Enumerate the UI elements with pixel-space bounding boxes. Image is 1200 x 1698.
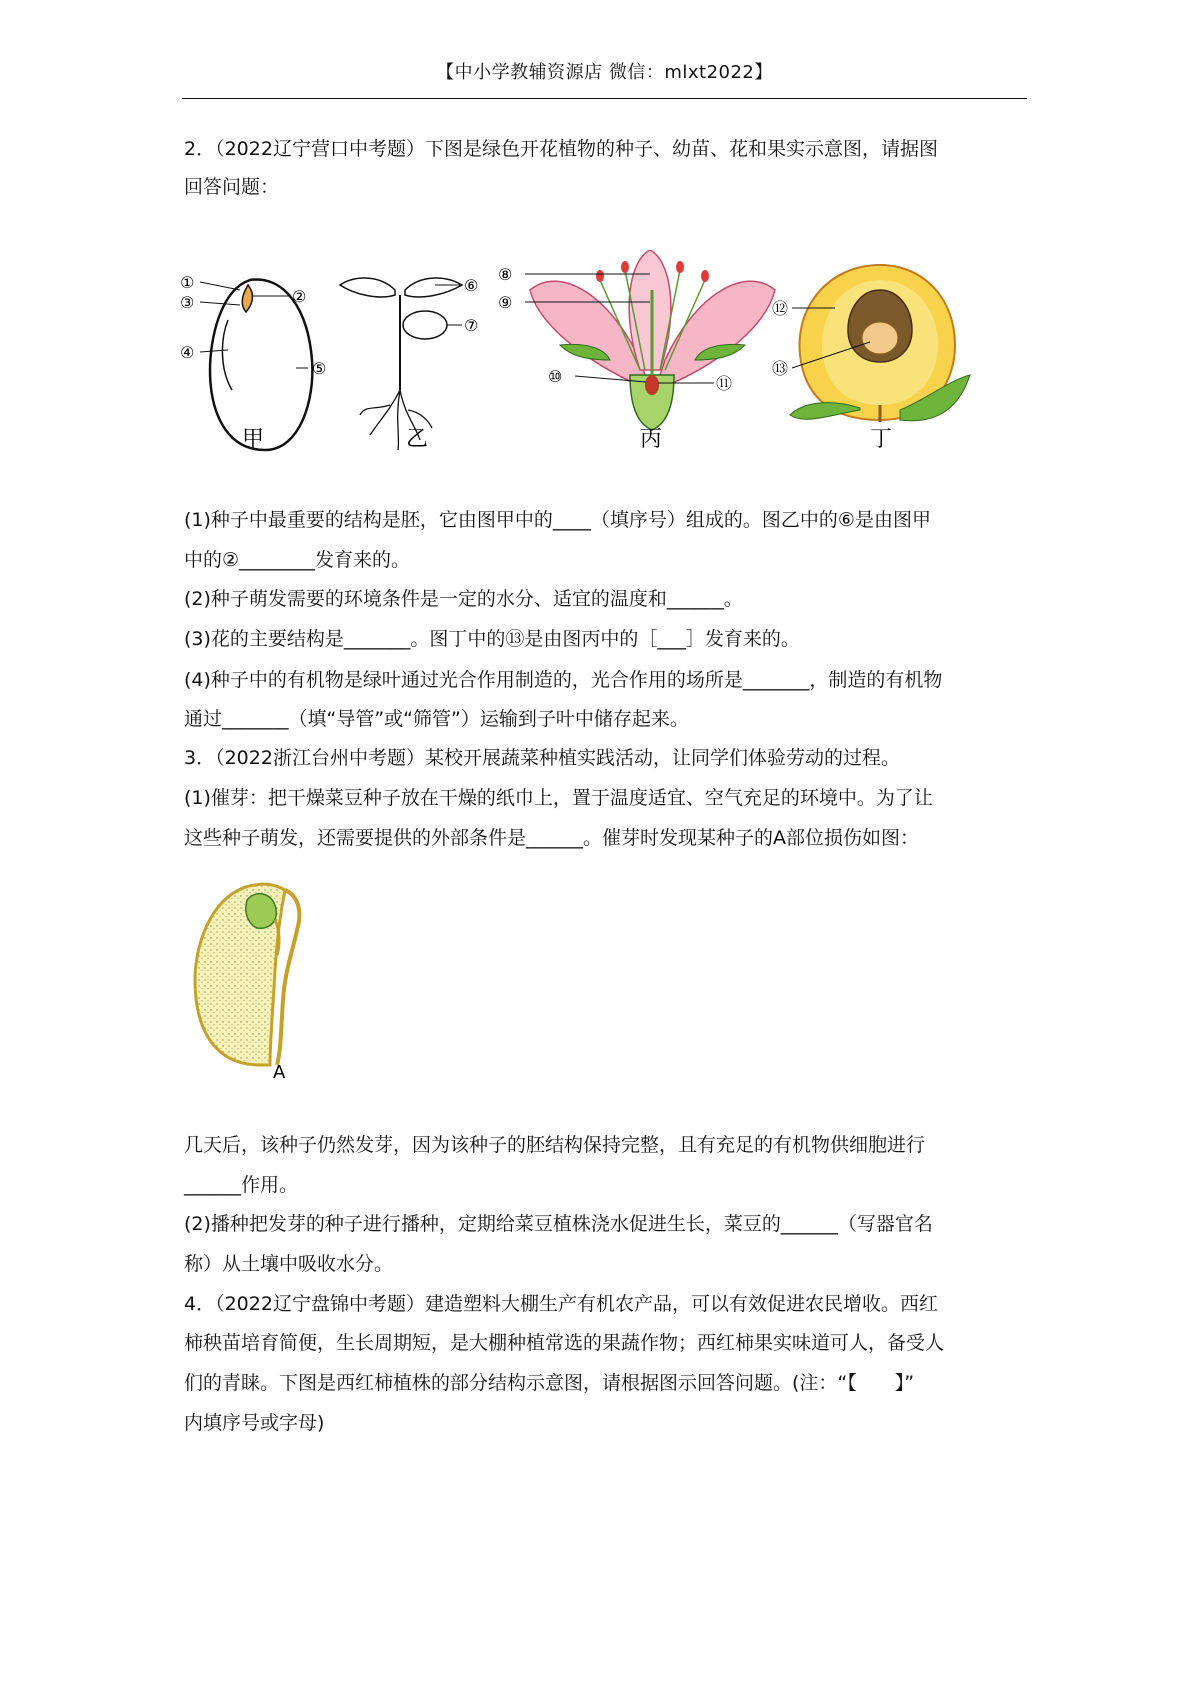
marker-13: ⑬ [772, 359, 789, 378]
marker-1: ① [180, 273, 195, 292]
q3-bean-seed-figure [185, 870, 345, 1080]
seedling-diagram [340, 276, 478, 452]
marker-9: ⑨ [498, 293, 513, 312]
seed-label-a: A [273, 1062, 286, 1080]
q3-sub1-line4: ______作用。 [184, 1174, 299, 1196]
q3-sub1-line2: 这些种子萌发，还需要提供的外部条件是______。催芽时发现某种子的A部位损伤如图： [184, 827, 919, 849]
q2-figure [180, 250, 1040, 490]
header-rule [182, 98, 1027, 99]
q4-stem-line2: 柿秧苗培育简便，生长周期短，是大棚种植常选的果蔬作物；西红柿果实味道可人，备受人 [184, 1332, 945, 1354]
q3-sub2-line2: 称）从土壤中吸收水分。 [184, 1253, 394, 1275]
q2-sub4-line1: (4)种子中的有机物是绿叶通过光合作用制造的，光合作用的场所是_______，制造的有机物 [184, 669, 943, 691]
marker-6: ⑥ [464, 276, 479, 295]
q2-sub1-line2: 中的②________发育来的。 [184, 549, 411, 571]
q2-sub3: (3)花的主要结构是_______。图丁中的⑬是由图丙中的［___］发育来的。 [184, 628, 800, 650]
label-jia: 甲 [242, 427, 265, 452]
seed-diagram [180, 273, 326, 452]
q2-stem-line2: 回答问题： [184, 176, 280, 198]
q2-sub1-line1: (1)种子中最重要的结构是胚，它由图甲中的____（填序号）组成的。图乙中的⑥是由图甲 [184, 509, 931, 531]
marker-10: ⑩ [548, 367, 563, 386]
marker-7: ⑦ [464, 316, 479, 335]
q4-stem-line4: 内填序号或字母) [184, 1412, 325, 1434]
marker-2: ② [292, 287, 307, 306]
q3-sub1-line1: (1)催芽：把干燥菜豆种子放在干燥的纸巾上，置于温度适宜、空气充足的环境中。为了让 [184, 787, 933, 809]
q2-sub2: (2)种子萌发需要的环境条件是一定的水分、适宜的温度和______。 [184, 588, 743, 610]
q2-stem-line1: 2．（2022辽宁营口中考题）下图是绿色开花植物的种子、幼苗、花和果实示意图，请据图 [184, 138, 938, 160]
marker-5: ⑤ [312, 359, 327, 378]
marker-11: ⑪ [716, 374, 733, 393]
q3-stem: 3．（2022浙江台州中考题）某校开展蔬菜种植实践活动，让同学们体验劳动的过程。 [184, 747, 900, 769]
q4-stem-line3: 们的青睐。下图是西红柿植株的部分结构示意图，请根据图示回答问题。(注：“【 】” [184, 1372, 915, 1394]
marker-12: ⑫ [772, 299, 789, 318]
q4-stem-line1: 4．（2022辽宁盘锦中考题）建造塑料大棚生产有机农产品，可以有效促进农民增收。西红 [184, 1293, 938, 1315]
label-ding: 丁 [870, 427, 893, 452]
label-bing: 丙 [640, 427, 663, 452]
marker-4: ④ [180, 343, 195, 362]
fruit-diagram [772, 265, 970, 452]
q2-sub4-line2: 通过_______（填“导管”或“筛管”）运输到子叶中储存起来。 [184, 708, 689, 730]
marker-3: ③ [180, 293, 195, 312]
q3-sub1-line3: 几天后，该种子仍然发芽，因为该种子的胚结构保持完整，且有充足的有机物供细胞进行 [184, 1134, 926, 1156]
flower-diagram [498, 250, 775, 452]
label-yi: 乙 [406, 427, 429, 452]
q3-sub2-line1: (2)播种把发芽的种子进行播种，定期给菜豆植株浇水促进生长，菜豆的______（写器官名 [184, 1213, 933, 1235]
marker-8: ⑧ [498, 265, 513, 284]
page-header: 【中小学教辅资源店 微信：mlxt2022】 [436, 62, 773, 83]
